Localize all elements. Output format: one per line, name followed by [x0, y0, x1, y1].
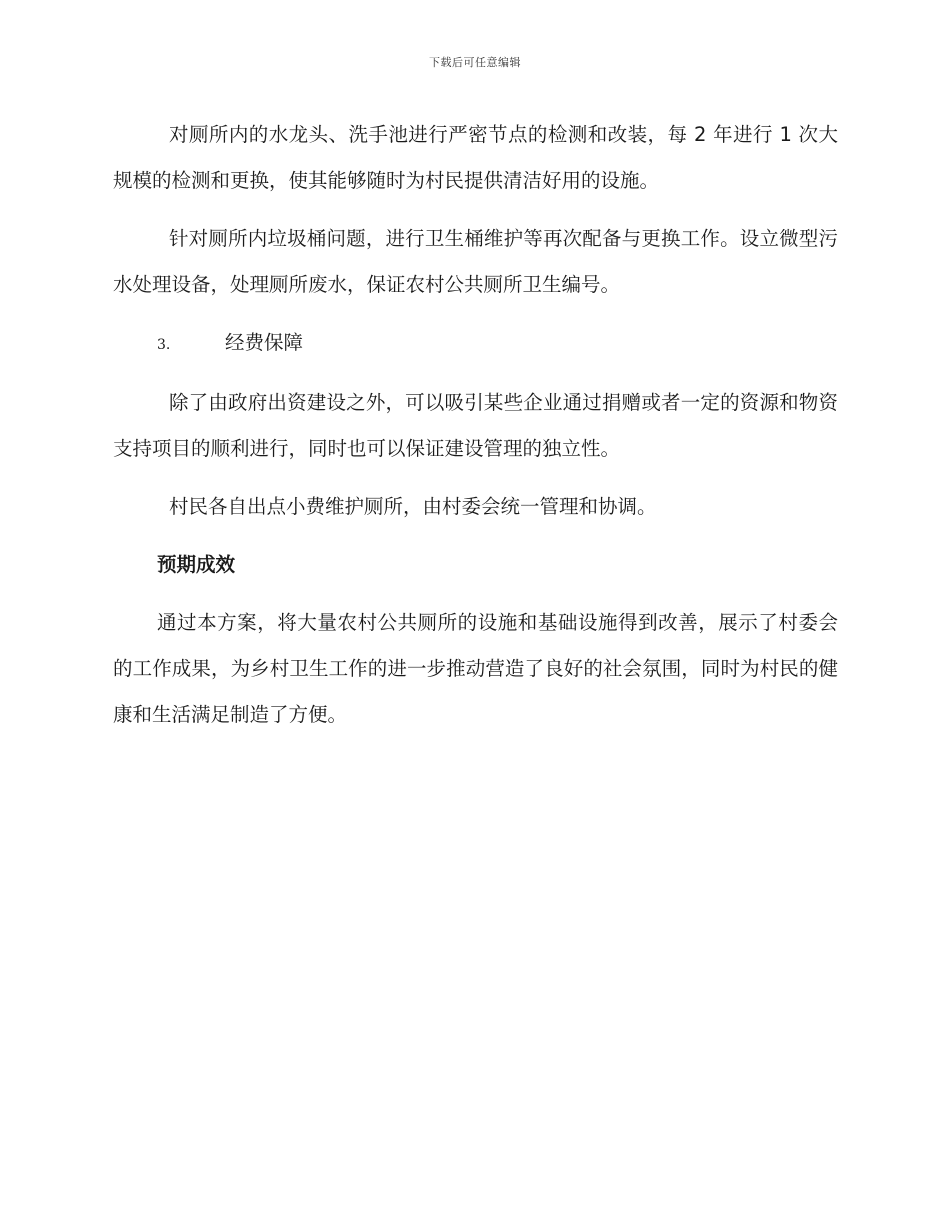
paragraph-villager-fees: 村民各自出点小费维护厕所，由村委会统一管理和协调。	[169, 495, 657, 518]
section-number: 3.	[157, 337, 171, 353]
section-title: 经费保障	[225, 331, 304, 354]
header-note: 下载后可任意编辑	[429, 56, 521, 69]
paragraph-results: 通过本方案，将大量农村公共厕所的设施和基础设施得到改善，展示了村委会的工作成果，为乡村卫生工作的进一步推动营造了良好的社会氛围，同时为村民的健康和生活满足制造了方便。	[113, 611, 838, 726]
paragraph-facility-inspection: 对厕所内的水龙头、洗手池进行严密节点的检测和改装，每 2 年进行 1 次大规模的检测和更换，使其能够随时为村民提供清洁好用的设施。	[113, 123, 838, 192]
heading-expected-results: 预期成效	[157, 553, 236, 576]
paragraph-trash-bins: 针对厕所内垃圾桶问题，进行卫生桶维护等再次配备与更换工作。设立微型污水处理设备，处理厕所废水，保证农村公共厕所卫生编号。	[113, 227, 838, 296]
document-body	[113, 112, 838, 750]
paragraph-funding-sources: 除了由政府出资建设之外，可以吸引某些企业通过捐赠或者一定的资源和物资支持项目的顺利进行，同时也可以保证建设管理的独立性。	[113, 391, 838, 460]
section-heading-funding	[113, 320, 838, 368]
